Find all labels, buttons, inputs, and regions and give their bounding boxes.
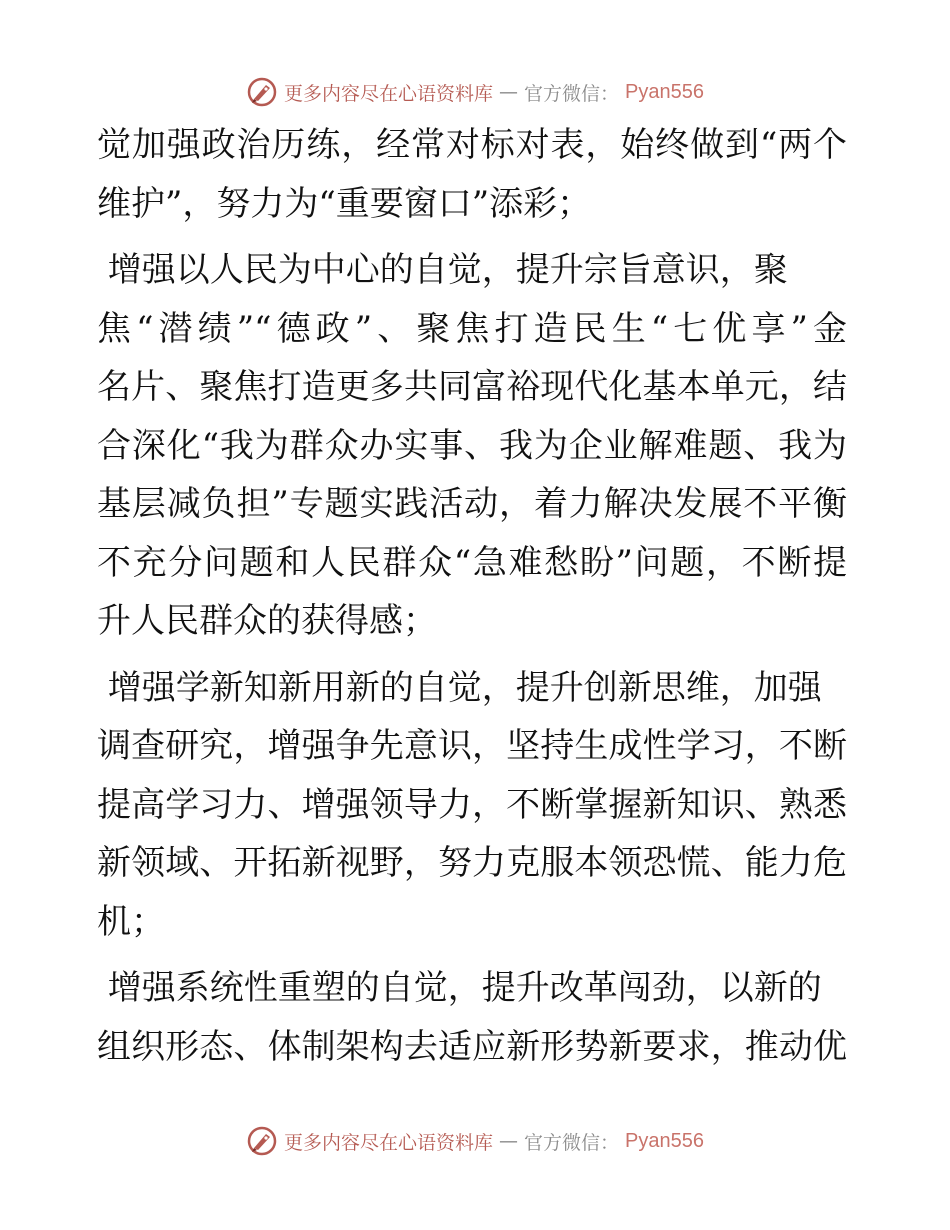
- paragraph-line: 机；: [97, 901, 165, 942]
- paragraph-line: 增强以人民为中心的自觉，提升宗旨意识，聚: [97, 250, 788, 290]
- paragraph-line: 升人民群众的获得感；: [97, 601, 437, 641]
- paragraph-1: [97, 116, 857, 233]
- paragraph-line: 基层减负担”专题实践活动，着力解决发展不平衡: [97, 484, 847, 524]
- paragraph-line: 增强系统性重塑的自觉，提升改革闯劲，以新的: [97, 968, 822, 1008]
- paragraph-line: 名片、聚焦打造更多共同富裕现代化基本单元，结: [97, 367, 847, 407]
- paragraph-line: 提高学习力、增强领导力，不断掌握新知识、熟悉: [97, 784, 847, 825]
- paragraph-line: 增强学新知新用新的自觉，提升创新思维，加强: [97, 667, 822, 708]
- banner-title: 更多内容尽在心语资料库: [284, 82, 494, 105]
- pen-nib-logo-icon: [246, 76, 278, 108]
- paragraph-2: [97, 241, 857, 651]
- footer-banner: [0, 1121, 950, 1161]
- paragraph-line: 维护”，努力为“重要窗口”添彩；: [97, 183, 592, 224]
- header-banner: [0, 72, 950, 112]
- banner-title: 更多内容尽在心语资料库: [284, 1131, 494, 1154]
- paragraph-line: 组织形态、体制架构去适应新形势新要求，推动优: [97, 1026, 847, 1067]
- paragraph-3: [97, 659, 857, 952]
- banner-wechat-label: 官方微信：: [524, 1131, 620, 1154]
- banner-wechat-label: 官方微信：: [524, 82, 620, 105]
- paragraph-line: 焦“潜绩”“德政”、聚焦打造民生“七优享”金: [97, 308, 847, 349]
- document-body: [97, 116, 857, 1076]
- banner-wechat-id: Pyan556: [625, 1129, 704, 1152]
- banner-separator: —: [499, 81, 519, 103]
- paragraph-4: [97, 959, 857, 1076]
- pen-nib-logo-icon: [246, 1125, 278, 1157]
- paragraph-line: 新领域、开拓新视野，努力克服本领恐慌、能力危: [97, 843, 847, 883]
- paragraph-line: 觉加强政治历练，经常对标对表，始终做到“两个: [97, 125, 847, 165]
- paragraph-line: 不充分问题和人民群众“急难愁盼”问题，不断提: [97, 542, 847, 583]
- paragraph-line: 合深化“我为群众办实事、我为企业解难题、我为: [97, 425, 847, 466]
- banner-wechat-id: Pyan556: [625, 80, 704, 103]
- paragraph-line: 调查研究，增强争先意识，坚持生成性学习，不断: [97, 726, 847, 766]
- banner-separator: —: [499, 1130, 519, 1152]
